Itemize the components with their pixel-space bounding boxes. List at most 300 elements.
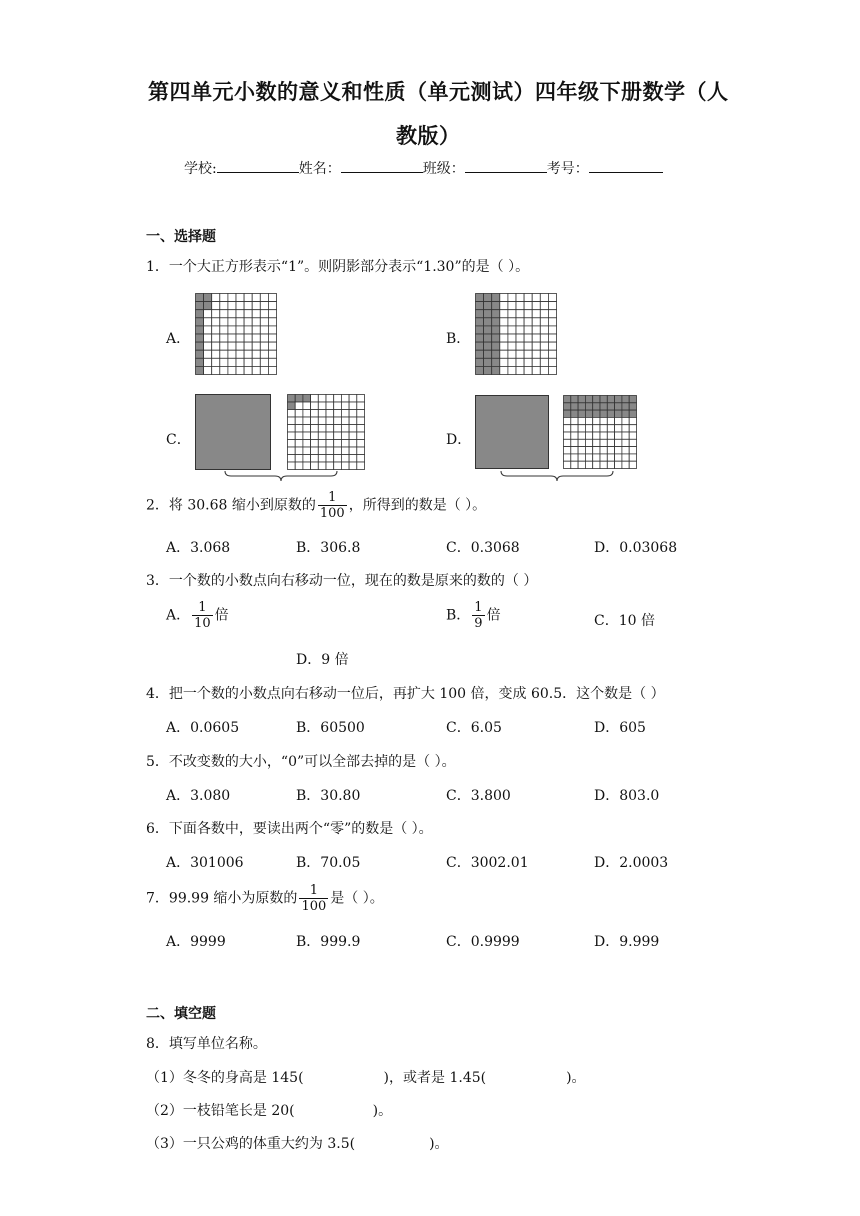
grid-cell [484,326,492,334]
grid-cell [244,310,252,318]
grid-cell [516,310,524,318]
grid-cell [607,432,614,439]
grid-cell [311,417,319,425]
school-blank[interactable] [217,158,299,173]
grid-cell [500,342,508,350]
grid-cell [295,432,303,440]
grid-cell [615,461,622,468]
grid-cell [260,366,268,374]
grid-cell [578,410,585,417]
grid-cell [484,294,492,302]
grid-cell [318,402,326,410]
grid-cell [508,318,516,326]
grid-cell [516,318,524,326]
grid-cell [524,350,532,358]
grid-cell [318,417,326,425]
grid-cell [593,439,600,446]
grid-cell [204,334,212,342]
grid-cell [532,366,540,374]
grid-cell [564,410,571,417]
grid-cell [318,432,326,440]
grid-cell [220,366,228,374]
grid-cell [311,455,319,463]
grid-cell [622,396,629,403]
grid-cell [268,358,276,366]
grid-cell [326,395,334,403]
grid-cell [524,326,532,334]
grid-cell [303,447,311,455]
grid-cell [244,326,252,334]
exam-number-label: 考号： [546,161,589,177]
grid-cell [349,447,357,455]
grid-cell [607,439,614,446]
q6-option-c[interactable]: C．3002.01 [446,855,529,871]
q3-option-b[interactable]: B． $\frac{1}{9}$ 倍 [446,600,501,631]
grid-cell [600,425,607,432]
grid-cell [318,455,326,463]
grid-cell [260,334,268,342]
grid-cell [196,310,204,318]
grid-cell [260,350,268,358]
grid-cell [585,410,592,417]
grid-cell [196,318,204,326]
grid-cell [593,410,600,417]
grid-cell [244,350,252,358]
grid-cell [268,366,276,374]
grid-cell [484,310,492,318]
grid-cell [484,350,492,358]
grid-cell [357,417,365,425]
grid-cell [532,342,540,350]
grid-cell [532,318,540,326]
grid-cell [564,396,571,403]
grid-cell [476,310,484,318]
grid-cell [492,334,500,342]
grid-cell [593,417,600,424]
grid-cell [508,302,516,310]
grid-cell [578,417,585,424]
q7-option-c[interactable]: C．0.9999 [446,934,520,950]
grid-cell [578,461,585,468]
grid-cell [268,350,276,358]
grid-cell [585,432,592,439]
grid-cell [524,294,532,302]
grid-cell [252,358,260,366]
q4-option-b[interactable]: B．60500 [296,720,365,736]
grid-cell [334,447,342,455]
grid-cell [295,440,303,448]
grid-cell [204,294,212,302]
name-blank[interactable] [341,158,423,173]
q3-option-d[interactable]: D．9 倍 [296,652,349,668]
grid-cell [476,302,484,310]
grid-cell [578,425,585,432]
grid-cell [564,461,571,468]
grid-cell [622,432,629,439]
grid-cell [629,454,636,461]
grid-cell [524,334,532,342]
grid-cell [303,417,311,425]
grid-cell [244,302,252,310]
grid-cell [236,310,244,318]
grid-cell [303,410,311,418]
grid-cell [357,432,365,440]
grid-cell [244,358,252,366]
grid-cell [571,439,578,446]
grid-cell [220,334,228,342]
grid-cell [615,417,622,424]
grid-cell [585,403,592,410]
grid-cell [629,461,636,468]
grid-cell [357,462,365,470]
grid-cell [212,326,220,334]
grid-cell [252,366,260,374]
grid-cell [585,396,592,403]
grid-cell [615,432,622,439]
grid-cell [578,396,585,403]
grid-cell [295,425,303,433]
grid-cell [303,402,311,410]
grid-cell [303,462,311,470]
q2-option-a[interactable]: A．3.068 [166,540,231,556]
grid-cell [220,350,228,358]
grid-cell [484,334,492,342]
grid-cell [228,334,236,342]
grid-cell [500,350,508,358]
grid-cell [571,410,578,417]
student-info-line [184,158,663,178]
grid-cell [252,310,260,318]
grid-cell [357,425,365,433]
grid-cell [212,358,220,366]
grid-cell [236,366,244,374]
grid-cell [548,326,556,334]
grid-cell [532,334,540,342]
grid-cell [204,318,212,326]
q4-option-c[interactable]: C．6.05 [446,720,502,736]
grid-cell [268,318,276,326]
grid-cell [615,425,622,432]
grid-cell [476,342,484,350]
grid-cell [311,462,319,470]
grid-cell [508,310,516,318]
grid-cell [349,440,357,448]
grid-cell [500,358,508,366]
grid-cell [295,410,303,418]
grid-cell [303,455,311,463]
grid-cell [600,447,607,454]
grid-cell [244,342,252,350]
grid-cell [516,342,524,350]
grid-cell [564,417,571,424]
grid-cell [252,342,260,350]
question-4-text: 4．把一个数的小数点向右移动一位后，再扩大 100 倍，变成 60.5．这个数是（ ） [146,686,665,702]
grid-cell [196,302,204,310]
grid-cell [196,366,204,374]
q1-option-b-label[interactable]: B． [446,331,471,347]
grid-cell [341,462,349,470]
grid-cell [615,410,622,417]
grid-cell [204,366,212,374]
grid-cell [268,342,276,350]
grid-cell [212,350,220,358]
q1-figure-b-grid [475,293,557,375]
grid-cell [600,439,607,446]
grid-cell [311,447,319,455]
grid-cell [500,334,508,342]
grid-cell [524,318,532,326]
grid-cell [532,350,540,358]
grid-cell [629,447,636,454]
grid-cell [532,302,540,310]
grid-cell [349,402,357,410]
school-label: 学校: [184,161,217,177]
q1-figure-c-full-square [195,394,271,470]
q1-figure-c-grid [287,394,365,470]
grid-cell [492,358,500,366]
grid-cell [311,410,319,418]
q1-option-d-label[interactable]: D． [446,432,472,448]
q2-option-c[interactable]: C．0.3068 [446,540,520,556]
grid-cell [578,454,585,461]
q7-option-b[interactable]: B．999.9 [296,934,361,950]
grid-cell [244,334,252,342]
grid-cell [607,417,614,424]
q1-figure-d-brace [475,470,645,482]
grid-cell [196,342,204,350]
grid-cell [607,454,614,461]
grid-cell [484,302,492,310]
grid-cell [236,342,244,350]
grid-cell [212,310,220,318]
grid-cell [295,447,303,455]
section-heading-fill: 二、填空题 [146,1006,216,1022]
grid-cell [607,396,614,403]
grid-cell [492,366,500,374]
grid-cell [288,455,296,463]
fraction-one-tenth: $\frac{1}{10}$ [194,600,211,631]
grid-cell [615,403,622,410]
q1-option-c-label[interactable]: C． [166,432,191,448]
grid-cell [615,396,622,403]
q4-option-d[interactable]: D．605 [594,720,646,736]
grid-cell [622,403,629,410]
grid-cell [288,410,296,418]
grid-cell [524,310,532,318]
grid-cell [484,358,492,366]
grid-cell [318,440,326,448]
grid-cell [334,432,342,440]
grid-cell [326,417,334,425]
q1-figure-d-grid [563,395,637,469]
grid-cell [540,366,548,374]
q7-option-d[interactable]: D．9.999 [594,934,660,950]
grid-cell [311,395,319,403]
section-heading-choice: 一、选择题 [146,229,216,245]
grid-cell [629,439,636,446]
grid-cell [500,310,508,318]
grid-cell [615,454,622,461]
grid-cell [228,366,236,374]
grid-cell [288,395,296,403]
grid-cell [516,350,524,358]
grid-cell [516,366,524,374]
question-5-text: 5．不改变数的大小，“0”可以全部去掉的是（ ）。 [146,754,456,770]
q2-option-b[interactable]: B．306.8 [296,540,361,556]
grid-cell [349,417,357,425]
grid-cell [260,342,268,350]
name-label: 姓名： [298,161,341,177]
grid-cell [540,350,548,358]
grid-cell [236,318,244,326]
grid-cell [357,410,365,418]
grid-cell [334,410,342,418]
q5-option-a[interactable]: A．3.080 [166,788,231,804]
q2-option-d[interactable]: D．0.03068 [594,540,678,556]
grid-cell [196,358,204,366]
grid-cell [500,366,508,374]
q1-option-a-label[interactable]: A． [166,331,191,347]
q5-option-c[interactable]: C．3.800 [446,788,511,804]
grid-cell [244,366,252,374]
grid-cell [578,403,585,410]
grid-cell [571,396,578,403]
grid-cell [260,358,268,366]
grid-cell [571,432,578,439]
q4-option-a[interactable]: A．0.0605 [166,720,240,736]
grid-cell [571,417,578,424]
grid-cell [260,326,268,334]
grid-cell [585,461,592,468]
question-1-text: 1．一个大正方形表示“1”。则阴影部分表示“1.30”的是（ ）。 [146,259,530,275]
q5-option-b[interactable]: B．30.80 [296,788,361,804]
grid-cell [476,358,484,366]
grid-cell [295,417,303,425]
grid-cell [622,439,629,446]
grid-cell [204,342,212,350]
grid-cell [578,439,585,446]
grid-cell [564,447,571,454]
grid-cell [516,358,524,366]
grid-cell [303,425,311,433]
grid-cell [318,462,326,470]
grid-cell [252,302,260,310]
grid-cell [220,358,228,366]
grid-cell [288,447,296,455]
grid-cell [326,410,334,418]
grid-cell [585,425,592,432]
grid-cell [600,410,607,417]
grid-cell [220,310,228,318]
grid-cell [548,302,556,310]
grid-cell [349,425,357,433]
grid-cell [326,402,334,410]
class-blank[interactable] [465,158,547,173]
grid-cell [476,294,484,302]
grid-cell [629,410,636,417]
q7-option-a[interactable]: A．9999 [166,934,226,950]
grid-cell [600,461,607,468]
q3-option-c[interactable]: C．10 倍 [594,613,655,629]
grid-cell [476,334,484,342]
grid-cell [334,395,342,403]
grid-cell [303,395,311,403]
grid-cell [326,432,334,440]
grid-cell [268,294,276,302]
question-2-text: 2．将 30.68 缩小到原数的 $\frac{1}{100}$ ，所得到的数是（ ）。 [146,490,487,521]
grid-cell [600,396,607,403]
grid-cell [540,294,548,302]
page-title-line2: 教版） [396,124,461,148]
grid-cell [260,318,268,326]
grid-cell [585,454,592,461]
grid-cell [516,294,524,302]
fraction-one-hundredth: $\frac{1}{100}$ [301,883,327,914]
grid-cell [548,310,556,318]
grid-cell [500,318,508,326]
q5-option-d[interactable]: D．803.0 [594,788,660,804]
grid-cell [571,447,578,454]
grid-cell [357,440,365,448]
class-label: 班级： [422,161,465,177]
grid-cell [500,302,508,310]
grid-cell [236,334,244,342]
grid-cell [220,294,228,302]
grid-cell [476,350,484,358]
grid-cell [532,358,540,366]
grid-cell [622,447,629,454]
grid-cell [585,417,592,424]
q6-option-a[interactable]: A．301006 [166,855,244,871]
grid-cell [508,334,516,342]
grid-cell [349,455,357,463]
grid-cell [578,447,585,454]
grid-cell [311,425,319,433]
q8-sub2: （2）一枝铅笔长是 20( )。 [146,1103,393,1119]
exam-number-blank[interactable] [589,158,663,173]
grid-cell [548,334,556,342]
q6-option-d[interactable]: D．2.0003 [594,855,669,871]
grid-cell [492,342,500,350]
grid-cell [548,350,556,358]
grid-cell [571,461,578,468]
grid-cell [228,342,236,350]
grid-cell [600,432,607,439]
grid-cell [607,425,614,432]
grid-cell [548,342,556,350]
grid-cell [593,425,600,432]
grid-cell [476,366,484,374]
grid-cell [341,432,349,440]
q6-option-b[interactable]: B．70.05 [296,855,361,871]
q3-option-a[interactable]: A． $\frac{1}{10}$ 倍 [166,600,229,631]
grid-cell [540,310,548,318]
grid-cell [615,439,622,446]
grid-cell [268,334,276,342]
grid-cell [516,326,524,334]
grid-cell [492,350,500,358]
grid-cell [349,395,357,403]
grid-cell [629,403,636,410]
grid-cell [484,342,492,350]
grid-cell [349,410,357,418]
grid-cell [585,447,592,454]
grid-cell [334,425,342,433]
grid-cell [212,318,220,326]
grid-cell [564,403,571,410]
grid-cell [540,326,548,334]
grid-cell [220,302,228,310]
